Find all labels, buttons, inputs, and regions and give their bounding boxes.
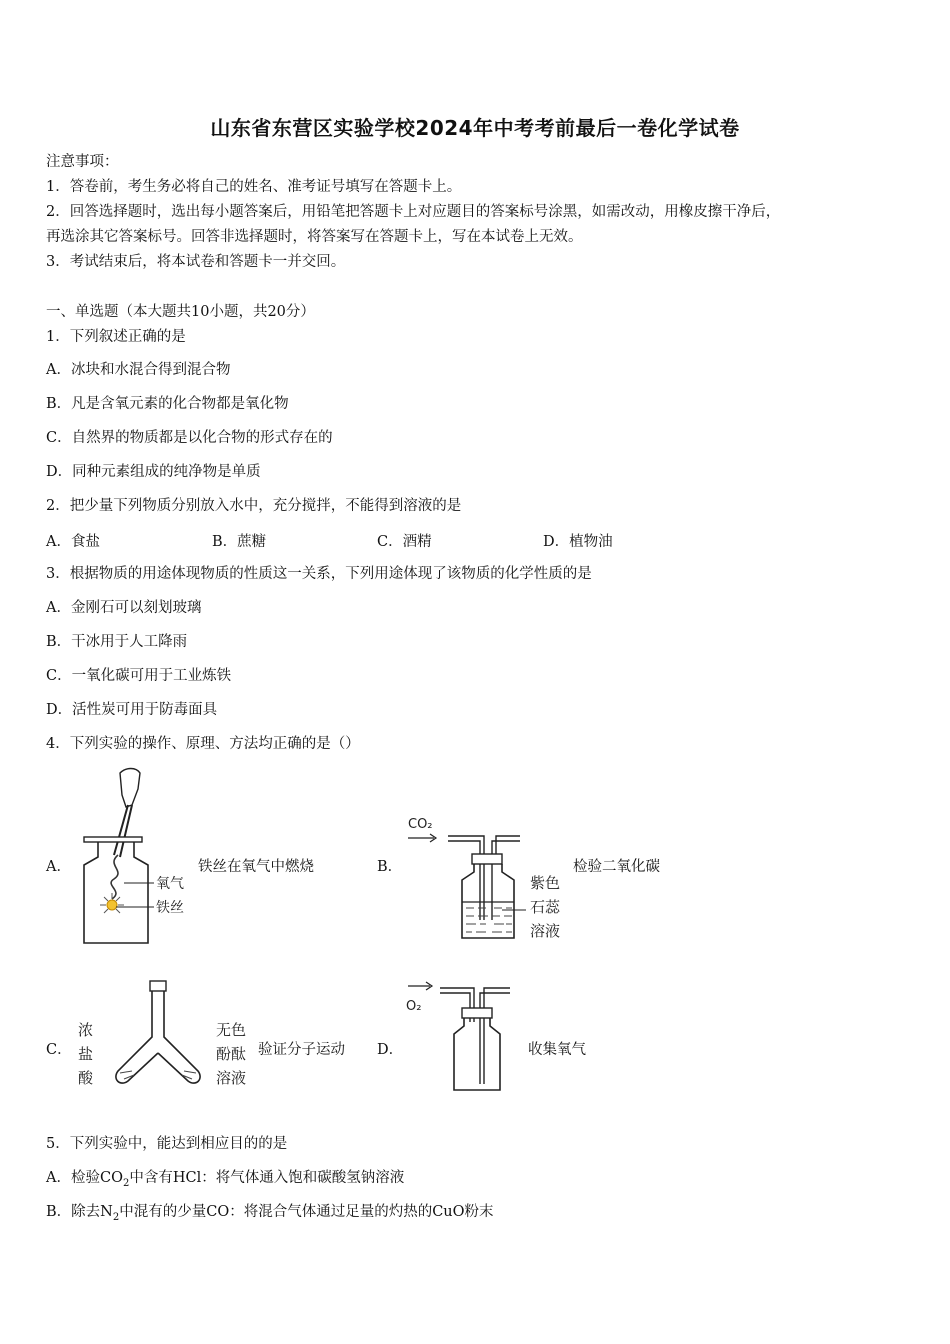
question-1-option-b: B．凡是含氧元素的化合物都是氧化物: [46, 396, 289, 412]
label-concentrated: 浓: [78, 1021, 94, 1039]
label-solution: 溶液: [530, 922, 561, 940]
notice-item: 1．答卷前，考生务必将自己的姓名、准考证号填写在答题卡上。: [46, 179, 462, 195]
notice-item: 3．考试结束后，将本试卷和答题卡一并交回。: [46, 254, 346, 270]
question-3-option-d: D．活性炭可用于防毒面具: [46, 702, 218, 718]
option-a-text-1: A．检验CO: [46, 1170, 123, 1186]
label-oxygen: 氧气: [156, 876, 184, 892]
y-tube-icon: [116, 991, 158, 1083]
question-4-option-a-label: A．: [46, 859, 71, 875]
label-phenolphthalein: 酚酞: [216, 1045, 247, 1063]
stopper-icon: [472, 854, 502, 864]
label-acid: 酸: [78, 1069, 94, 1087]
question-4-option-d-label: D．: [377, 1042, 404, 1058]
question-5-option-b: [46, 1202, 494, 1228]
question-4-option-b-caption: 检验二氧化碳: [573, 859, 660, 875]
question-4-option-d-caption: 收集氧气: [528, 1042, 586, 1058]
question-5-option-a: [46, 1168, 404, 1194]
stopper-icon: [462, 1008, 492, 1018]
molecular-motion-figure: [74, 975, 264, 1095]
question-3-option-c: C．一氧化碳可用于工业炼铁: [46, 668, 232, 684]
iron-wire-combustion-figure: [70, 765, 200, 950]
question-2-option-b: B．蔗糖: [212, 534, 267, 550]
question-3-stem: 3．根据物质的用途体现物质的性质这一关系，下列用途体现了该物质的化学性质的是: [46, 566, 592, 582]
page-title: 山东省东营区实验学校2024年中考考前最后一卷化学试卷: [210, 116, 740, 140]
gas-bottle-icon: [454, 1018, 500, 1090]
glass-plate-icon: [84, 837, 142, 842]
option-b-text-2: 中混有的少量CO：将混合气体通过足量的灼热的CuO粉末: [119, 1204, 494, 1220]
question-2-option-a: A．食盐: [46, 534, 100, 550]
question-1-option-c: C．自然界的物质都是以化合物的形式存在的: [46, 430, 333, 446]
question-4-option-c-label: C．: [46, 1042, 72, 1058]
oxygen-collection-figure: [400, 980, 520, 1095]
question-1-option-d: D．同种元素组成的纯净物是单质: [46, 464, 261, 480]
question-4-option-c-caption: 验证分子运动: [258, 1042, 345, 1058]
question-2-option-c: C．酒精: [377, 534, 432, 550]
label-colorless: 无色: [216, 1021, 247, 1039]
label-co2: CO₂: [408, 817, 433, 832]
label-o2: O₂: [406, 999, 422, 1014]
question-2-option-d: D．植物油: [543, 534, 613, 550]
question-4-stem: 4．下列实验的操作、原理、方法均正确的是（）: [46, 736, 360, 752]
iron-wire-icon: [111, 855, 118, 899]
solution-icon: [466, 908, 512, 932]
notice-item: 再选涂其它答案标号。回答非选择题时，将答案写在答题卡上，写在本试卷上无效。: [46, 229, 583, 245]
question-1-option-a: A．冰块和水混合得到混合物: [46, 362, 231, 378]
option-a-subscript: 2: [122, 1177, 130, 1189]
option-a-text-2: 中含有HCl：将气体通入饱和碳酸氢钠溶液: [129, 1170, 405, 1186]
label-purple: 紫色: [530, 874, 561, 892]
stopper-icon: [150, 981, 166, 991]
hand-icon: [120, 769, 140, 808]
question-4-option-a-caption: 铁丝在氧气中燃烧: [198, 859, 314, 875]
option-b-subscript: 2: [112, 1211, 120, 1223]
label-hydrochloric: 盐: [78, 1045, 94, 1063]
question-3-option-b: B．干冰用于人工降雨: [46, 634, 188, 650]
notice-heading: 注意事项：: [46, 154, 119, 170]
flame-icon: [107, 900, 117, 910]
section-heading: 一、单选题（本大题共10小题，共20分）: [46, 304, 315, 320]
question-2-stem: 2．把少量下列物质分别放入水中，充分搅拌，不能得到溶液的是: [46, 498, 462, 514]
option-b-text-1: B．除去N: [46, 1204, 113, 1220]
label-solution: 溶液: [216, 1069, 247, 1087]
question-1-stem: 1．下列叙述正确的是: [46, 329, 186, 345]
label-iron-wire: 铁丝: [156, 900, 184, 916]
co2-test-figure: [400, 810, 580, 945]
question-5-stem: 5．下列实验中，能达到相应目的的是: [46, 1136, 288, 1152]
label-litmus: 石蕊: [530, 898, 561, 916]
question-3-option-a: A．金刚石可以刻划玻璃: [46, 600, 202, 616]
notice-item: 2．回答选择题时，选出每小题答案后，用铅笔把答题卡上对应题目的答案标号涂黑，如需改动，用橡皮擦干净后，: [46, 204, 781, 220]
question-4-option-b-label: B．: [377, 859, 403, 875]
gas-washing-bottle-icon: [462, 864, 514, 938]
